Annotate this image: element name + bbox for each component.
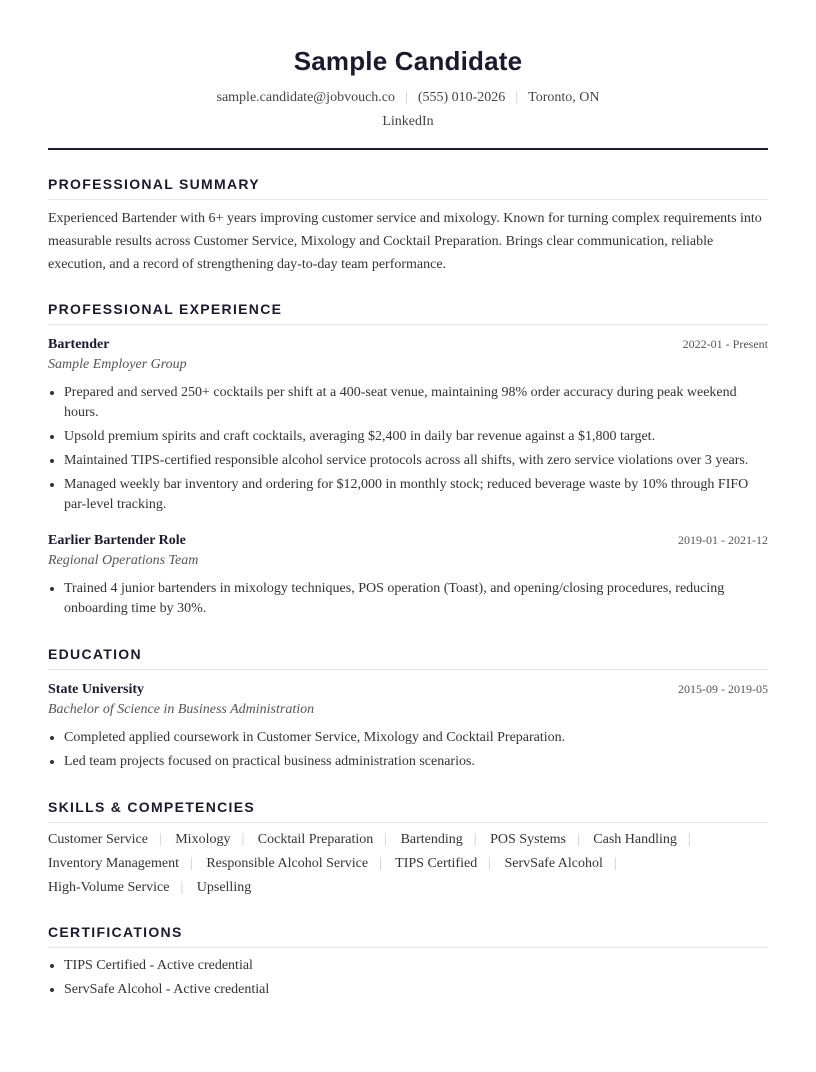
certification-item: TIPS Certified - Active credential [48, 956, 768, 976]
education-bullets [48, 728, 768, 772]
summary-section [48, 175, 768, 276]
job-dates: 2022-01 - Present [682, 337, 768, 351]
section-divider [48, 822, 768, 823]
job-entry [48, 531, 768, 623]
section-title: PROFESSIONAL SUMMARY [48, 176, 260, 192]
education-section [48, 645, 768, 670]
linkedin-link[interactable]: LinkedIn [382, 114, 434, 129]
bullet-item: Led team projects focused on practical business administration scenarios. [48, 752, 768, 772]
job-title: Bartender [48, 337, 110, 352]
section-title: PROFESSIONAL EXPERIENCE [48, 301, 283, 317]
skill-item: Customer Service | [48, 832, 162, 847]
certifications-list [48, 956, 768, 1000]
job-organization: Sample Employer Group [48, 357, 187, 372]
certifications-section [48, 923, 768, 1004]
summary-text: Experienced Bartender with 6+ years improving customer service and mixology. Known for turning complex requirements into measurable results across Customer Service, Mixology and Cocktail Preparation. Brings clear communication, reliable execution, and a record of strengthening day-to-day team performance. [48, 211, 762, 272]
section-divider [48, 324, 768, 325]
bullet-item: Trained 4 junior bartenders in mixology techniques, POS operation (Toast), and opening/closing procedures, reducing onboarding time by 30%. [48, 579, 768, 619]
skill-item: High-Volume Service | [48, 880, 184, 895]
skill-item: TIPS Certified | [395, 856, 492, 871]
bullet-item: Completed applied coursework in Customer Service, Mixology and Cocktail Preparation. [48, 728, 768, 748]
job-bullets [48, 579, 768, 619]
skill-item: Cocktail Preparation | [257, 832, 388, 847]
section-title: EDUCATION [48, 646, 142, 662]
education-dates: 2015-09 - 2019-05 [678, 682, 768, 696]
job-dates: 2019-01 - 2021-12 [678, 533, 768, 547]
skill-item: POS Systems | [490, 832, 580, 847]
contact-links [0, 113, 816, 130]
certification-item: ServSafe Alcohol - Active credential [48, 980, 768, 1000]
candidate-name: Sample Candidate [293, 46, 523, 76]
skill-item: Inventory Management | [48, 856, 193, 871]
job-bullets [48, 383, 768, 515]
job-header [48, 531, 768, 551]
job-title: Earlier Bartender Role [48, 533, 186, 548]
skills-section [48, 798, 768, 900]
job-entry [48, 335, 768, 519]
skill-item: Upselling [196, 880, 252, 895]
contact-line [0, 89, 816, 106]
school-name: State University [48, 682, 145, 697]
bullet-item: Upsold premium spirits and craft cocktails, averaging $2,400 in daily bar revenue against a $1,800 target. [48, 427, 768, 447]
skill-item: Bartending | [400, 832, 477, 847]
education-entry [48, 680, 768, 776]
degree: Bachelor of Science in Business Administration [48, 702, 315, 717]
bullet-item: Managed weekly bar inventory and ordering for $12,000 in monthly stock; reduced beverage waste by 10% through FIFO par-level tracking. [48, 475, 768, 515]
experience-section [48, 300, 768, 325]
skill-item: Mixology | [175, 832, 245, 847]
bullet-item: Prepared and served 250+ cocktails per shift at a 400-seat venue, maintaining 98% order accuracy during peak weekend hours. [48, 383, 768, 423]
contact-location: Toronto, ON [528, 90, 600, 105]
section-title: SKILLS & COMPETENCIES [48, 799, 255, 815]
job-organization: Regional Operations Team [48, 553, 199, 568]
skills-list [48, 828, 768, 900]
bullet-item: Maintained TIPS-certified responsible alcohol service protocols across all shifts, with zero service violations over 3 years. [48, 451, 768, 471]
contact-email[interactable]: sample.candidate@jobvouch.co [216, 90, 395, 105]
section-divider [48, 947, 768, 948]
section-divider [48, 199, 768, 200]
contact-separator: | [515, 90, 519, 105]
skill-item: ServSafe Alcohol | [504, 856, 617, 871]
section-divider [48, 669, 768, 670]
contact-phone: (555) 010-2026 [417, 90, 506, 105]
section-title: CERTIFICATIONS [48, 924, 183, 940]
skill-item: Cash Handling | [593, 832, 691, 847]
education-header [48, 680, 768, 700]
header-divider [48, 148, 768, 150]
contact-separator: | [405, 90, 408, 105]
job-header [48, 335, 768, 355]
skill-item: Responsible Alcohol Service | [206, 856, 382, 871]
